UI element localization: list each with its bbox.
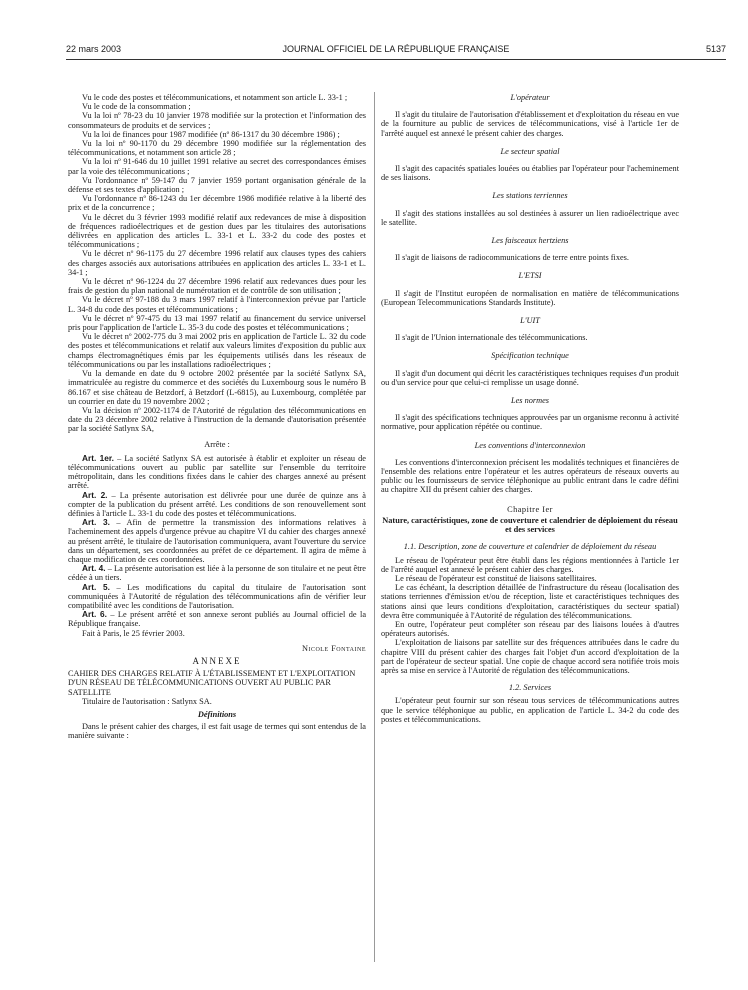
term-text: Il s'agit des stations installées au sol destinées à assurer un lien radioélectrique avec le satellite. [381,208,679,227]
term-heading: Le secteur spatial [500,146,560,156]
term-text: Il s'agit des spécifications techniques approuvées par un organisme reconnu à activité normative, pour application répétée ou continue. [381,413,679,432]
article-text: – Le présent arrêté et son annexe seront publiés au Journal officiel de la République française. [68,610,367,629]
article [68,564,366,582]
article-text: – La société Satlynx SA est autorisée à établir et exploiter un réseau de télécommunications ouvert au public par satellite sur l'ensemble du territoire métropolitain, dans les conditions fixées dans le cahier des charges annexé au présent arrêté. [68,453,366,491]
term-text: Il s'agit de liaisons de radiocommunications de terre entre points fixes. [395,253,629,263]
left-column [68,93,366,741]
header-rule [66,59,726,60]
page-header [66,45,726,57]
article-text: – Afin de permettre la transmission des informations relatives à l'acheminement des appels d'urgence prévue au chapitre VI du cahier des charges annexé au présent arrêté, le titulaire de l'autorisation communiquera, avant l'ouverture du service dans un département, ses coordonnées au préfet de ce département. Il agira de même à chaque modification de ces coordonnées. [68,518,367,564]
article [68,518,366,564]
term-heading: L'opérateur [510,93,550,102]
section-heading-1-2: 1.2. Services [508,683,552,693]
term-heading: L'ETSI [518,271,542,281]
article [68,583,366,611]
arrete-heading: Arrête : [204,439,230,449]
visa: Vu le code de la consommation ; [82,102,191,112]
article [68,491,366,519]
annexe-heading: ANNEXE [192,655,242,666]
term-text: Il s'agit d'un document qui décrit les caractéristiques techniques requises d'un produit ou d'un service pour que celui-ci remplisse un usage donné. [381,368,679,387]
term-text: Il s'agit du titulaire de l'autorisation d'établissement et d'exploitation du réseau en vue de la fourniture au public de services de télécommunications, visé à l'article 1er de l'arrêté auquel est annexé le présent cahier des charges. [381,110,679,138]
article-number: Art. 2. [82,489,108,500]
visa: Vu le décret du 3 février 1993 modifié relatif aux redevances de mise à disposition de fréquences radioélectriques et de gestion dues par les titulaires des autorisations délivrées en application des articles L. 33-1 et L. 33-2 du code des postes et télécommunications ; [68,212,366,250]
chapter-title: Nature, caractéristiques, zone de couverture et calendrier de déploiement du réseau et des services [382,515,678,535]
article [68,454,366,491]
section-paragraph: Le cas échéant, la description détaillée de l'infrastructure du réseau (localisation des stations terriennes d'émission et/ou de réception, liste et caractéristiques techniques des stations ainsi que leurs conditions d'exploitation, caractéristiques du secteur spatial) devra être communiquée à l'Autorité de régulation des télécommunications. [381,583,679,620]
fait-a-paris: Fait à Paris, le 25 février 2003. [82,628,185,638]
term-heading: Spécification technique [491,351,569,361]
header-date: 22 mars 2003 [66,44,122,54]
term-heading: L'UIT [520,316,540,326]
visa: Vu le décret nº 96-1175 du 27 décembre 1996 relatif aux clauses types des cahiers des charges associés aux autorisations attribuées en application des articles L. 33-1 et L. 34-1 ; [68,249,366,277]
visa: Vu le décret nº 97-475 du 13 mai 1997 relatif au financement du service universel pris pour l'application de l'article L. 35-3 du code des postes et télécommunications ; [68,313,366,333]
annexe-title: CAHIER DES CHARGES RELATIF À L'ÉTABLISSEMENT ET L'EXPLOITATION D'UN RÉSEAU DE TÉLÉCOMMUNICATIONS OUVERT AU PUBLIC PAR SATELLITE [68,669,356,697]
article-text: – La présente autorisation est délivrée pour une durée de quinze ans à compter de la publication du présent arrêté. Les conditions de son renouvellement sont définies à l'article L. 33-1 du code des postes et télécommunications. [68,490,366,518]
visa: Vu l'ordonnance nº 59-147 du 7 janvier 1959 portant organisation générale de la défense et ses textes d'application ; [68,175,366,195]
visa: Vu la loi de finances pour 1987 modifiée (nº 86-1317 du 30 décembre 1986) ; [82,129,340,139]
term-text: Il s'agit de l'Union internationale des télécommunications. [395,333,588,343]
signature: Nicole Fontaine [301,643,366,653]
term-heading: Les normes [510,396,550,406]
visas-list [68,93,366,434]
section-paragraph: L'exploitation de liaisons par satellite sur des fréquences attribuées dans le cadre du chapitre VIII du présent cahier des charges fait l'objet d'un accord d'exploitation de la part de l'opérateur de secteur spatial. Une copie de chaque accord sera notifiée trois mois après sa mise en service à l'Autorité de régulation des télécommunications. [381,638,679,675]
article-number: Art. 3. [82,517,110,528]
article-number: Art. 6. [82,609,107,620]
article-number: Art. 5. [82,581,110,592]
definitions-heading: Définitions [197,710,237,719]
header-page-number: 5137 [705,44,726,54]
term-heading: Les faisceaux hertziens [491,236,569,246]
visa: Vu la loi nº 78-23 du 10 janvier 1978 modifiée sur la protection et l'information des consommateurs de produits et de services ; [68,111,366,130]
section-heading-1-1: 1.1. Description, zone de couverture et calendrier de déploiement du réseau [403,542,657,552]
visa: Vu la décision nº 2002-1174 de l'Autorité de régulation des télécommunications en date du 23 décembre 2002 relative à l'instruction de la demande d'autorisation présentée par la société Satlynx SA, [68,405,366,434]
visa: Vu le décret nº 97-188 du 3 mars 1997 relatif à l'interconnexion prévue par l'article L. 34-8 du code des postes et télécommunications ; [68,295,366,314]
section-paragraph: Le réseau de l'opérateur est constitué de liaisons satellitaires. [395,573,597,583]
article-text: – Les modifications du capital du titulaire de l'autorisation sont communiquées à l'Autorité de régulation des télécommunications afin de vérifier leur compatibilité avec les conditions de l'autorisation. [68,582,367,610]
term-text: Il s'agit de l'Institut européen de normalisation en matière de télécommunications (European Telecommunications Standards Institute). [381,288,679,307]
term-heading: Les conventions d'interconnexion [474,440,586,450]
visa: Vu le décret nº 96-1224 du 27 décembre 1996 relatif aux redevances dues pour les frais de gestion du plan national de numérotation et de contrôle de son utilisation ; [68,277,366,296]
visa: Vu la loi nº 90-1170 du 29 décembre 1990 modifiée sur la réglementation des télécommunications, et notamment son article 28 ; [68,139,366,158]
article-text: – La présente autorisation est liée à la personne de son titulaire et ne peut être cédée à un tiers. [68,564,366,583]
titulaire: Titulaire de l'autorisation : Satlynx SA. [82,696,212,706]
article-number: Art. 4. [82,563,106,574]
section-paragraph: En outre, l'opérateur peut compléter son réseau par des liaisons louées à d'autres opérateurs autorisés. [381,619,679,639]
visa: Vu la loi nº 91-646 du 10 juillet 1991 relative au secret des correspondances émises par la voie des télécommunications ; [68,157,366,176]
article [68,610,366,628]
definition-terms [381,93,679,495]
term-text: Il s'agit des capacités spatiales louées ou établies par l'opérateur pour l'acheminement de ses liaisons. [381,164,679,183]
section-paragraph: Le réseau de l'opérateur peut être établi dans les régions mentionnées à l'article 1er de l'arrêté auquel est annexé le présent cahier des charges. [381,555,679,574]
term-heading: Les stations terriennes [492,191,568,201]
visa: Vu l'ordonnance nº 86-1243 du 1er décembre 1986 modifiée relative à la liberté des prix et de la concurrence ; [68,194,366,213]
visa: Vu le code des postes et télécommunications, et notamment son article L. 33-1 ; [82,93,348,102]
article-number: Art. 1er. [82,452,114,463]
visa: Vu la demande en date du 9 octobre 2002 présentée par la société Satlynx SA, immatriculée au registre du commerce et des sociétés du Luxembourg sous le numéro B 86.167 et sise château de Betzdorf, à Betzdorf (L-6815), au Luxembourg, complétée par un courrier en date du 19 novembre 2002 ; [68,369,366,406]
visa: Vu le décret nº 2002-775 du 3 mai 2002 pris en application de l'article L. 32 du code des postes et télécommunications et relatif aux valeurs limites d'exposition du public aux champs électromagnétiques émis par les équipements utilisés dans les réseaux de télécommunications ou par les installations radioélectriques ; [68,332,366,369]
chapter-heading: Chapitre Ier [507,504,553,514]
column-divider [374,92,375,962]
header-title: JOURNAL OFFICIEL DE LA RÉPUBLIQUE FRANÇAISE [282,44,510,54]
definitions-intro: Dans le présent cahier des charges, il est fait usage de termes qui sont entendus de la manière suivante : [68,722,366,741]
articles [68,454,366,629]
section-paragraph: L'opérateur peut fournir sur son réseau tous services de télécommunications autres que le service téléphonique au public, en application de l'article L. 34-2 du code des postes et télécommunications. [381,696,679,724]
right-column [381,93,679,724]
term-text: Les conventions d'interconnexion précisent les modalités techniques et financières de l'ensemble des relations entre l'opérateur et les autres opérateurs de réseaux ouverts au public ou les fournisseurs de service téléphonique au public entrant dans le cadre défini au chapitre XII du présent cahier des charges. [381,457,679,495]
